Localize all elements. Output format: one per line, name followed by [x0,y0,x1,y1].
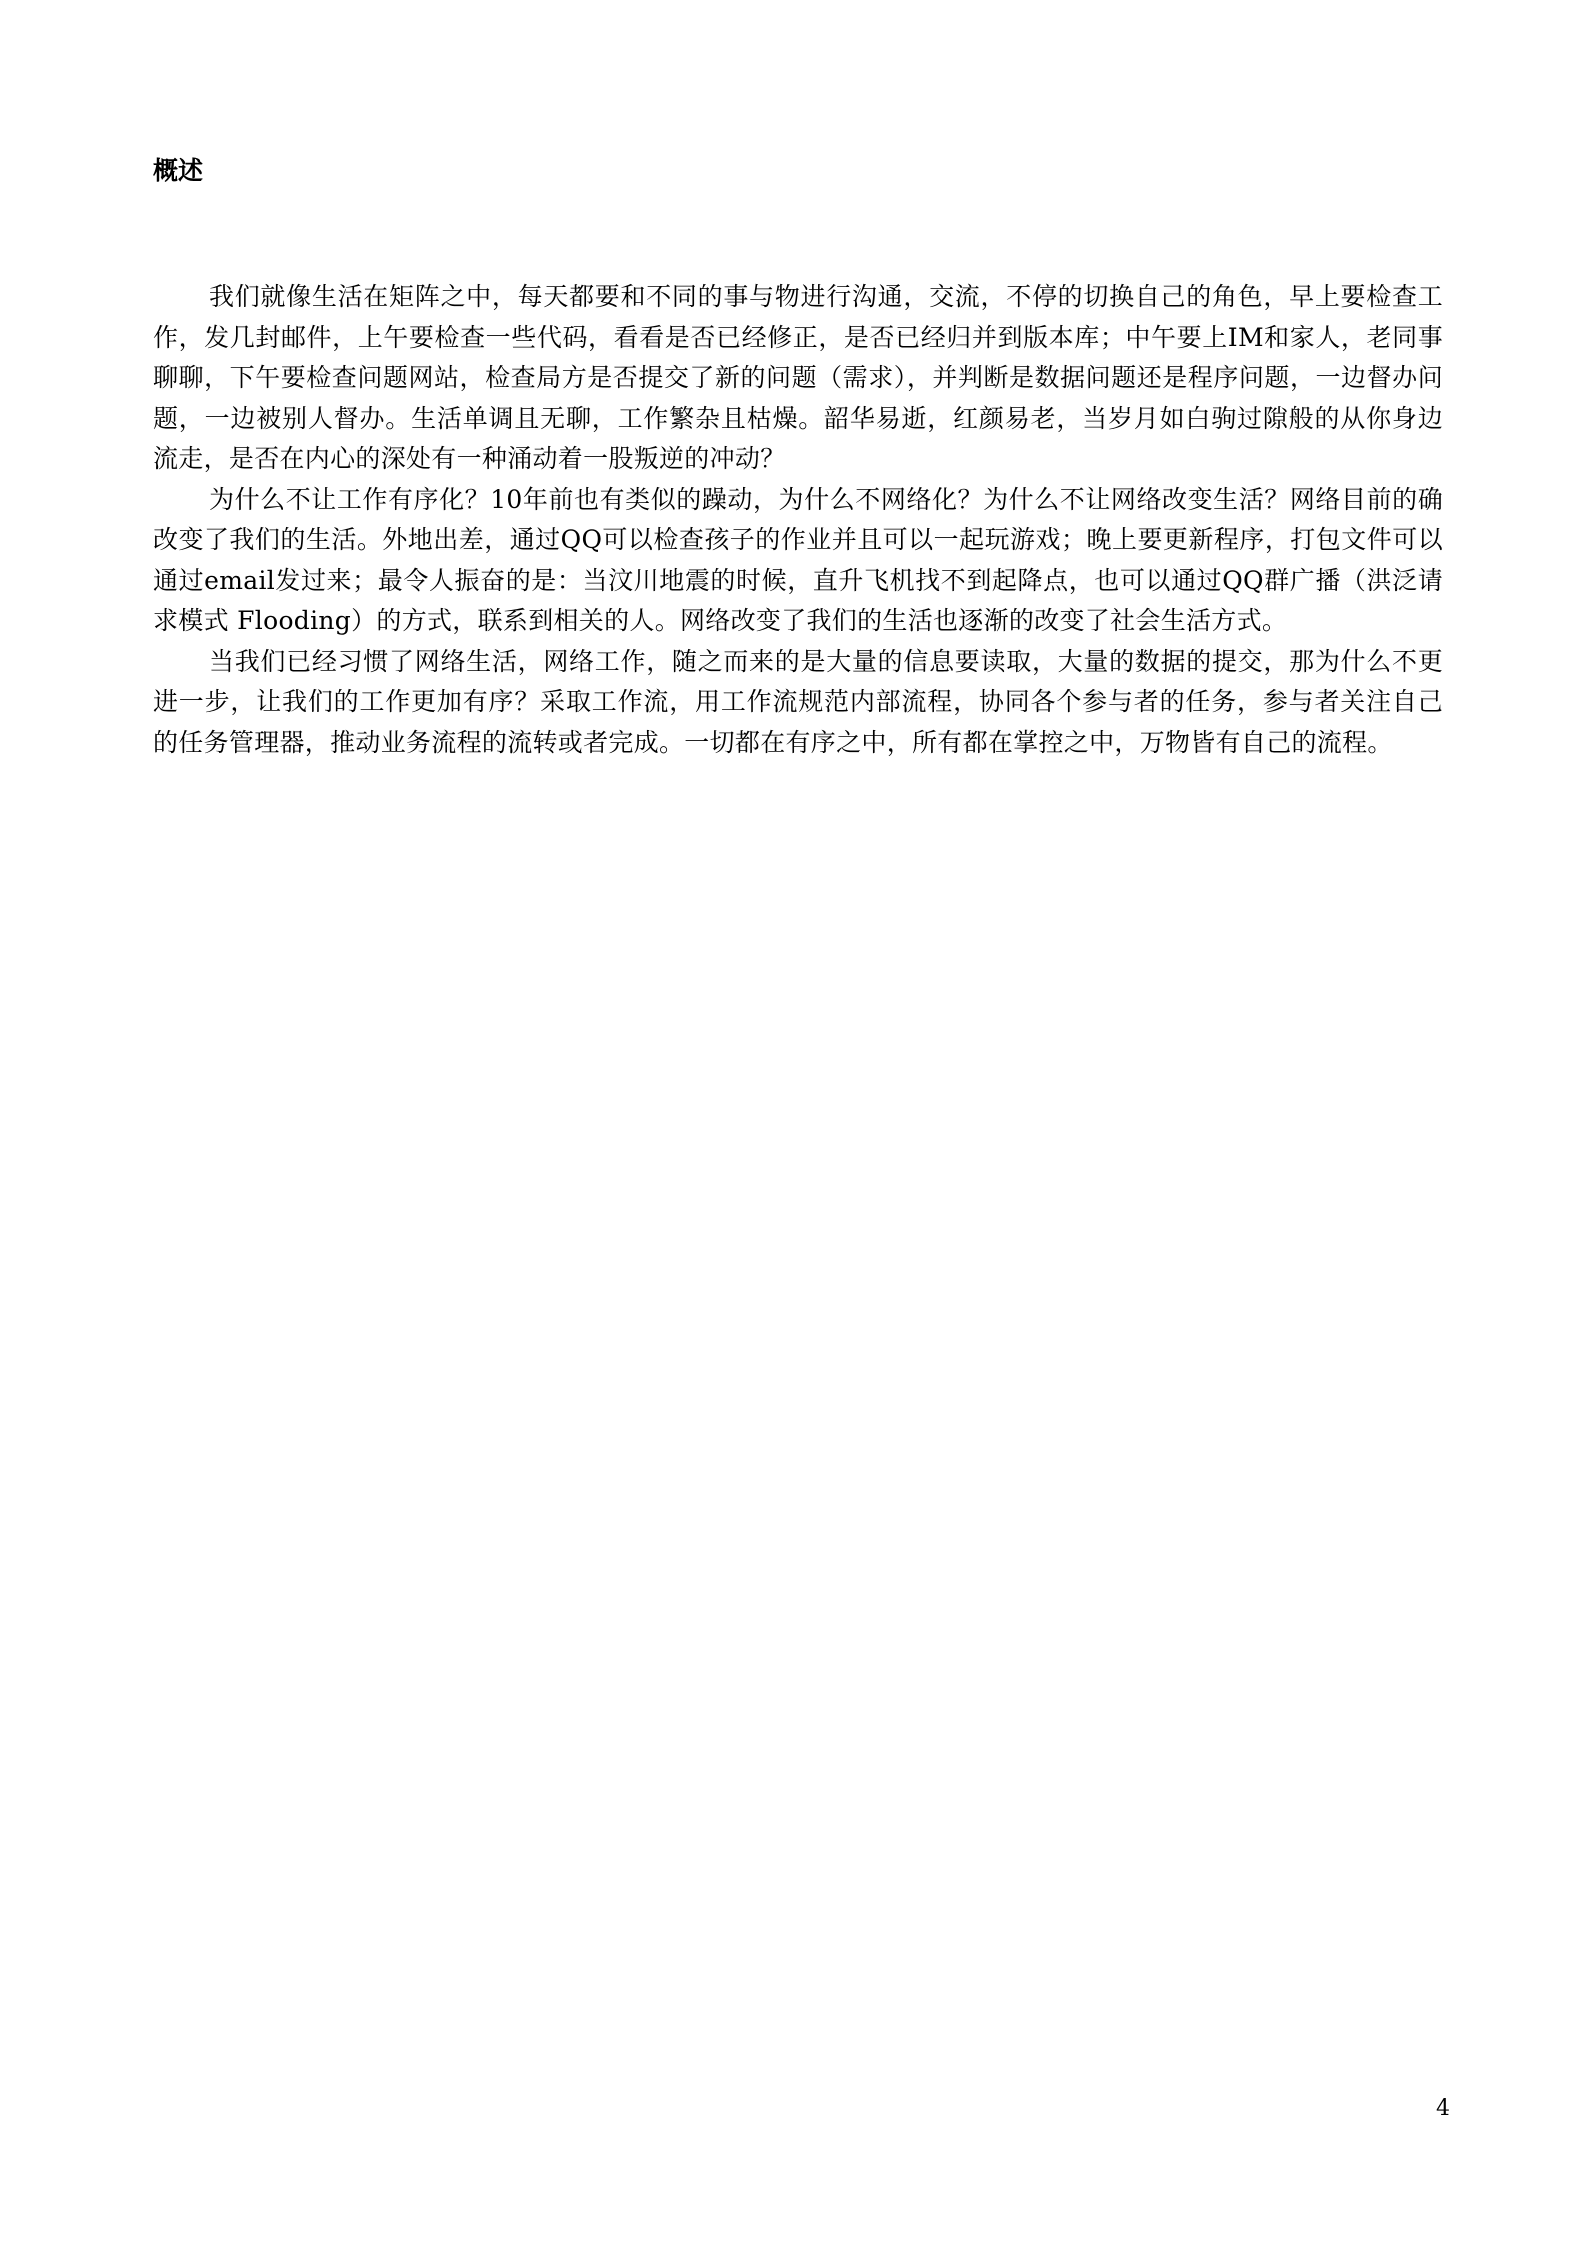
page-number: 4 [1436,2096,1450,2121]
paragraph-3: 当我们已经习惯了网络生活，网络工作，随之而来的是大量的信息要读取，大量的数据的提交，那为什么不更进一步，让我们的工作更加有序？采取工作流，用工作流规范内部流程，协同各个参与者的任务，参与者关注自己的任务管理器，推动业务流程的流转或者完成。一切都在有序之中，所有都在掌控之中，万物皆有自己的流程。 [153,646,1443,757]
body-text [153,277,1443,763]
section-heading: 概述 [153,156,204,185]
paragraph-2: 为什么不让工作有序化？10年前也有类似的躁动，为什么不网络化？为什么不让网络改变生活？网络目前的确改变了我们的生活。外地出差，通过QQ可以检查孩子的作业并且可以一起玩游戏；晚上要更新程序，打包文件可以通过email发过来；最令人振奋的是：当汶川地震的时候，直升飞机找不到起降点，也可以通过QQ群广播（洪泛请求模式 Flooding）的方式，联系到相关的人。网络改变了我们的生活也逐渐的改变了社会生活方式。 [153,484,1443,635]
paragraph-1: 我们就像生活在矩阵之中，每天都要和不同的事与物进行沟通，交流，不停的切换自己的角色，早上要检查工作，发几封邮件，上午要检查一些代码，看看是否已经修正，是否已经归并到版本库；中午要上IM和家人，老同事聊聊，下午要检查问题网站，检查局方是否提交了新的问题（需求），并判断是数据问题还是程序问题，一边督办问题，一边被别人督办。生活单调且无聊，工作繁杂且枯燥。韶华易逝，红颜易老，当岁月如白驹过隙般的从你身边流走，是否在内心的深处有一种涌动着一股叛逆的冲动？ [153,282,1443,473]
